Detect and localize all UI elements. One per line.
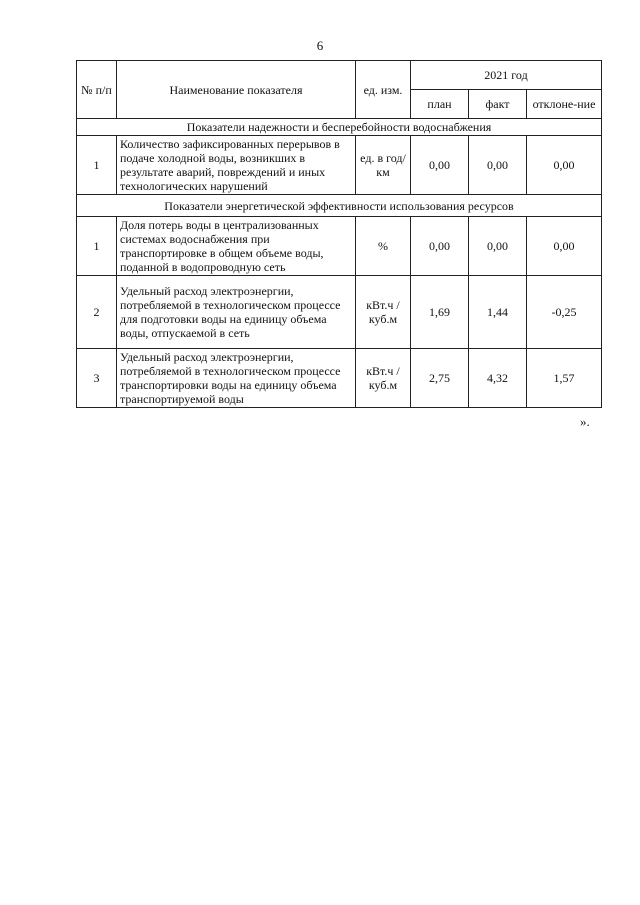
header-year: 2021 год [411,61,602,90]
row-deviation: 1,57 [527,349,602,408]
header-name: Наименование показателя [117,61,356,119]
row-plan: 0,00 [411,217,469,276]
row-num: 1 [77,136,117,195]
row-name: Удельный расход электроэнергии, потребляемой в технологическом процессе транспортировки воды на единицу объема транспортируемой воды [117,349,356,408]
row-name: Доля потерь воды в централизованных системах водоснабжения при транспортировке в общем объеме воды, поданной в водопроводную сеть [117,217,356,276]
header-fact: факт [469,90,527,119]
row-num: 1 [77,217,117,276]
section-title-energy: Показатели энергетической эффективности использования ресурсов [77,195,602,217]
table-row [77,349,602,408]
header-num: № п/п [77,61,117,119]
table-row [77,276,602,349]
closing-quote-mark: ». [580,414,590,429]
row-plan: 0,00 [411,136,469,195]
row-name: Удельный расход электроэнергии, потребляемой в технологическом процессе для подготовки воды на единицу объема воды, отпускаемой в сеть [117,276,356,349]
row-fact: 0,00 [469,217,527,276]
section-title-reliability: Показатели надежности и бесперебойности водоснабжения [77,119,602,136]
indicators-table [76,60,602,408]
header-deviation: отклоне-ние [527,90,602,119]
row-deviation: 0,00 [527,217,602,276]
row-fact: 0,00 [469,136,527,195]
row-fact: 1,44 [469,276,527,349]
table-row [77,217,602,276]
row-plan: 2,75 [411,349,469,408]
row-num: 3 [77,349,117,408]
header-unit: ед. изм. [356,61,411,119]
row-unit: кВт.ч / куб.м [356,276,411,349]
row-deviation: -0,25 [527,276,602,349]
row-name: Количество зафиксированных перерывов в подаче холодной воды, возникших в результате аварий, повреждений и иных технологических нарушений [117,136,356,195]
row-unit: % [356,217,411,276]
row-unit: кВт.ч / куб.м [356,349,411,408]
row-fact: 4,32 [469,349,527,408]
row-unit: ед. в год/ км [356,136,411,195]
header-plan: план [411,90,469,119]
row-plan: 1,69 [411,276,469,349]
row-num: 2 [77,276,117,349]
page-number: 6 [316,38,324,53]
row-deviation: 0,00 [527,136,602,195]
table-row [77,136,602,195]
